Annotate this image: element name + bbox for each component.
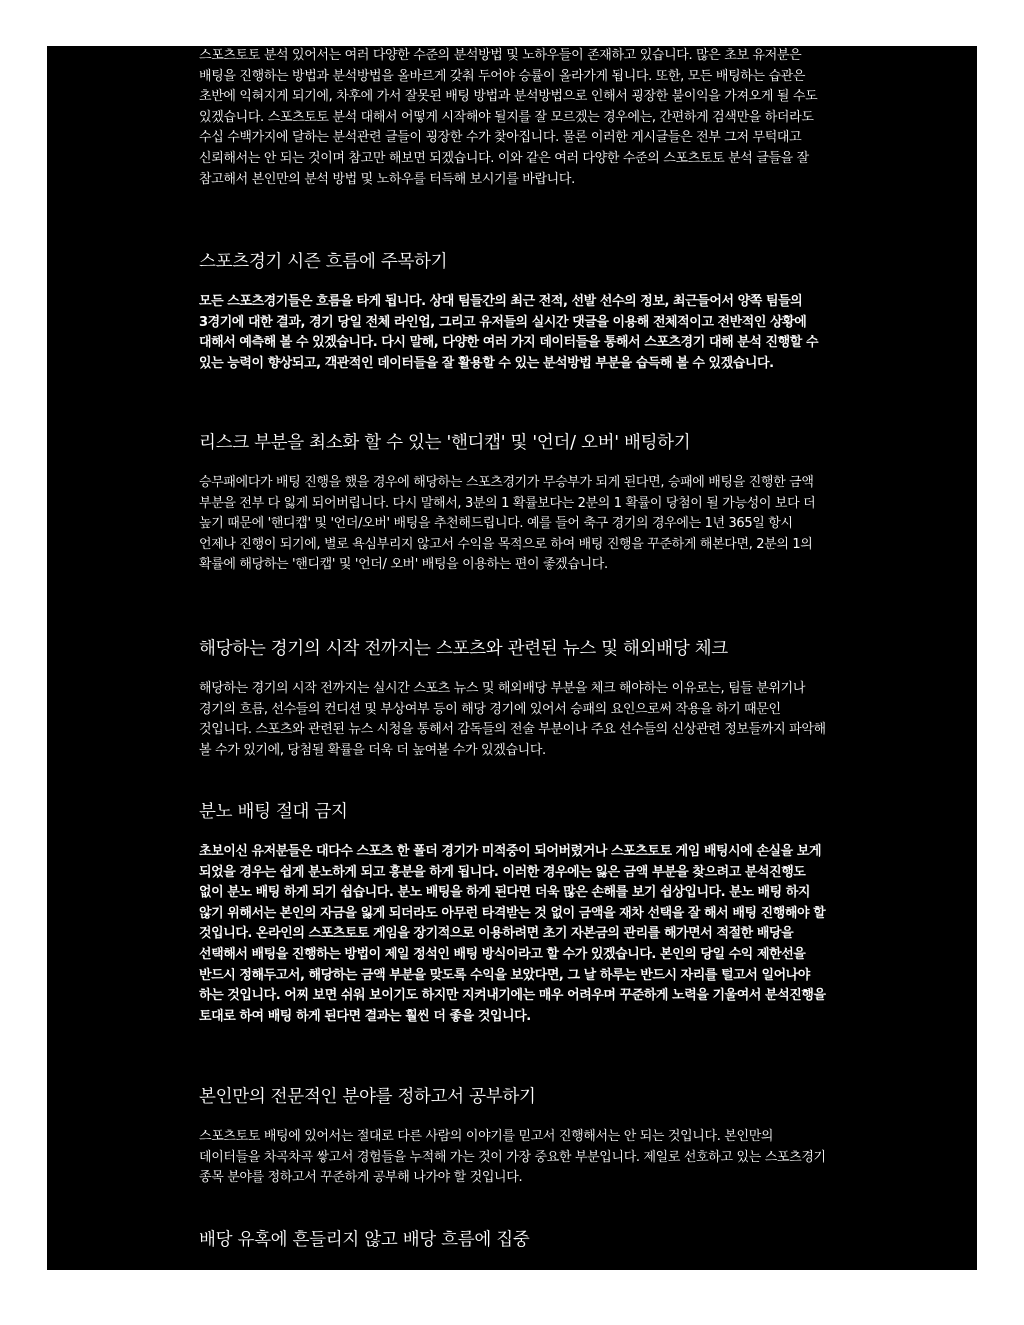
intro-paragraph: 스포츠토토 분석 있어서는 여러 다양한 수준의 분석방법 및 노하우들이 존재하고 있습니다. 많은 초보 유저분은 배팅을 진행하는 방법과 분석방법을 올바르게 갖춰 두어야 승률이 올라가게 됩니다. 또한, 모든 배팅하는 습관은 초반에 익혀지게 되기에, 차후에 가서 잘못된 배팅 방법과 분석방법으로 인해서 굉장한 불이익을 가져오게 될 수도 있겠습니다. 스포츠토토 분석 대해서 어떻게 시작해야 될지를 잘 모르겠는 경우에는, 간편하게 검색만을 하더라도 수십 수백가지에 달하는 분석관련 글들이 굉장한 수가 찾아집니다. 물론 이러한 게시글들은 전부 그저 무턱대고 신뢰해서는 안 되는 것이며 참고만 해보면 되겠습니다. 이와 같은 여러 다양한 수준의 스포츠토토 분석 글들을 잘 참고해서 본인만의 분석 방법 및 노하우를 터득해 보시기를 바랍니다. (199, 48, 818, 187)
section-odds-flow (199, 1228, 829, 1252)
section-body: 스포츠토토 배팅에 있어서는 절대로 다른 사람의 이야기를 믿고서 진행해서는 안 되는 것입니다. 본인만의 데이터들을 차곡차곡 쌓고서 경험들을 누적해 가는 것이 가장 중요한 부분입니다. 제일로 선호하고 있는 스포츠경기 종목 분야를 정하고서 꾸준하게 공부해 나가야 할 것입니다. (199, 1129, 826, 1186)
section-heading: 리스크 부분을 최소화 할 수 있는 '핸디캡' 및 '언더/ 오버' 배팅하기 (199, 433, 691, 453)
section-heading: 해당하는 경기의 시작 전까지는 스포츠와 관련된 뉴스 및 해외배당 체크 (199, 639, 728, 659)
section-heading: 배당 유혹에 흔들리지 않고 배당 흐름에 집중 (199, 1230, 530, 1250)
section-specialty (199, 1085, 829, 1189)
section-news-check (199, 637, 829, 761)
section-body: 승무패에다가 배팅 진행을 했을 경우에 해당하는 스포츠경기가 무승부가 되게 된다면, 승패에 배팅을 진행한 금액 부분을 전부 다 잃게 되어버립니다. 다시 말해서, 3분의 1 확률보다는 2분의 1 확률이 당첨이 될 가능성이 보다 더 높기 때문에 '핸디캡' 및 '언더/오버' 배팅을 추천해드립니다. 예를 들어 축구 경기의 경우에는 1년 365일 항시 언제나 진행이 되기에, 별로 욕심부리지 않고서 수익을 목적으로 하여 배팅 진행을 꾸준하게 해본다면, 2분의 1의 확률에 해당하는 '핸디캡' 및 '언더/ 오버' 배팅을 이용하는 편이 좋겠습니다. (199, 475, 816, 573)
intro-section (199, 46, 829, 190)
section-heading: 분노 배팅 절대 금지 (199, 802, 348, 822)
document-page (47, 46, 977, 1270)
section-handicap (199, 431, 829, 576)
section-body: 모든 스포츠경기들은 흐름을 타게 됩니다. 상대 팀들간의 최근 전적, 선발 선수의 정보, 최근들어서 양쪽 팀들의 3경기에 대한 결과, 경기 당일 전체 라인업, 그리고 유저들의 실시간 댓글을 이용해 전체적이고 전반적인 상황에 대해서 예측해 볼 수 있겠습니다. 다시 말해, 다양한 여러 가지 데이터들을 통해서 스포츠경기 대해 분석 진행할 수 있는 능력이 향상되고, 객관적인 데이터들을 잘 활용할 수 있는 분석방법 부분을 습득해 볼 수 있겠습니다. (199, 294, 819, 371)
section-body: 초보이신 유저분들은 대다수 스포츠 한 폴더 경기가 미적중이 되어버렸거나 스포츠토토 게임 배팅시에 손실을 보게 되었을 경우는 쉽게 분노하게 되고 흥분을 하게 됩니다. 이러한 경우에는 잃은 금액 부분을 찾으려고 분석진행도 없이 분노 배팅 하게 되기 쉽습니다. 분노 배팅을 하게 된다면 더욱 많은 손해를 보기 쉽상입니다. 분노 배팅 하지 않기 위해서는 본인의 자금을 잃게 되더라도 아무런 타격받는 것 없이 금액을 재차 선택을 잘 해서 배팅 진행해야 할 것입니다. 온라인의 스포츠토토 게임을 장기적으로 이용하려면 초기 자본금의 관리를 해가면서 적절한 배당을 선택해서 배팅을 진행하는 방법이 제일 정석인 배팅 방식이라고 할 수가 있겠습니다. 본인의 당일 수익 제한선을 반드시 정해두고서, 해당하는 금액 부분을 맞도록 수익을 보았다면, 그 날 하루는 반드시 자리를 털고서 일어나야 하는 것입니다. 어찌 보면 쉬워 보이기도 하지만 지켜내기에는 매우 어려우며 꾸준하게 노력을 기울여서 분석진행을 토대로 하여 배팅 하게 된다면 결과는 훨씬 더 좋을 것입니다. (199, 844, 826, 1024)
section-heading: 본인만의 전문적인 분야를 정하고서 공부하기 (199, 1087, 536, 1107)
section-heading: 스포츠경기 시즌 흐름에 주목하기 (199, 252, 448, 272)
section-season-flow (199, 250, 829, 374)
section-body: 해당하는 경기의 시작 전까지는 실시간 스포츠 뉴스 및 해외배당 부분을 체크 해야하는 이유로는, 팀들 분위기나 경기의 흐름, 선수들의 컨디션 및 부상여부 등이 해당 경기에 있어서 승패의 요인으로써 작용을 하기 때문인 것입니다. 스포츠와 관련된 뉴스 시청을 통해서 감독들의 전술 부분이나 주요 선수들의 신상관련 정보들까지 파악해 볼 수가 있기에, 당첨될 확률을 더욱 더 높여볼 수가 있겠습니다. (199, 681, 826, 758)
section-no-anger-betting (199, 800, 829, 1027)
